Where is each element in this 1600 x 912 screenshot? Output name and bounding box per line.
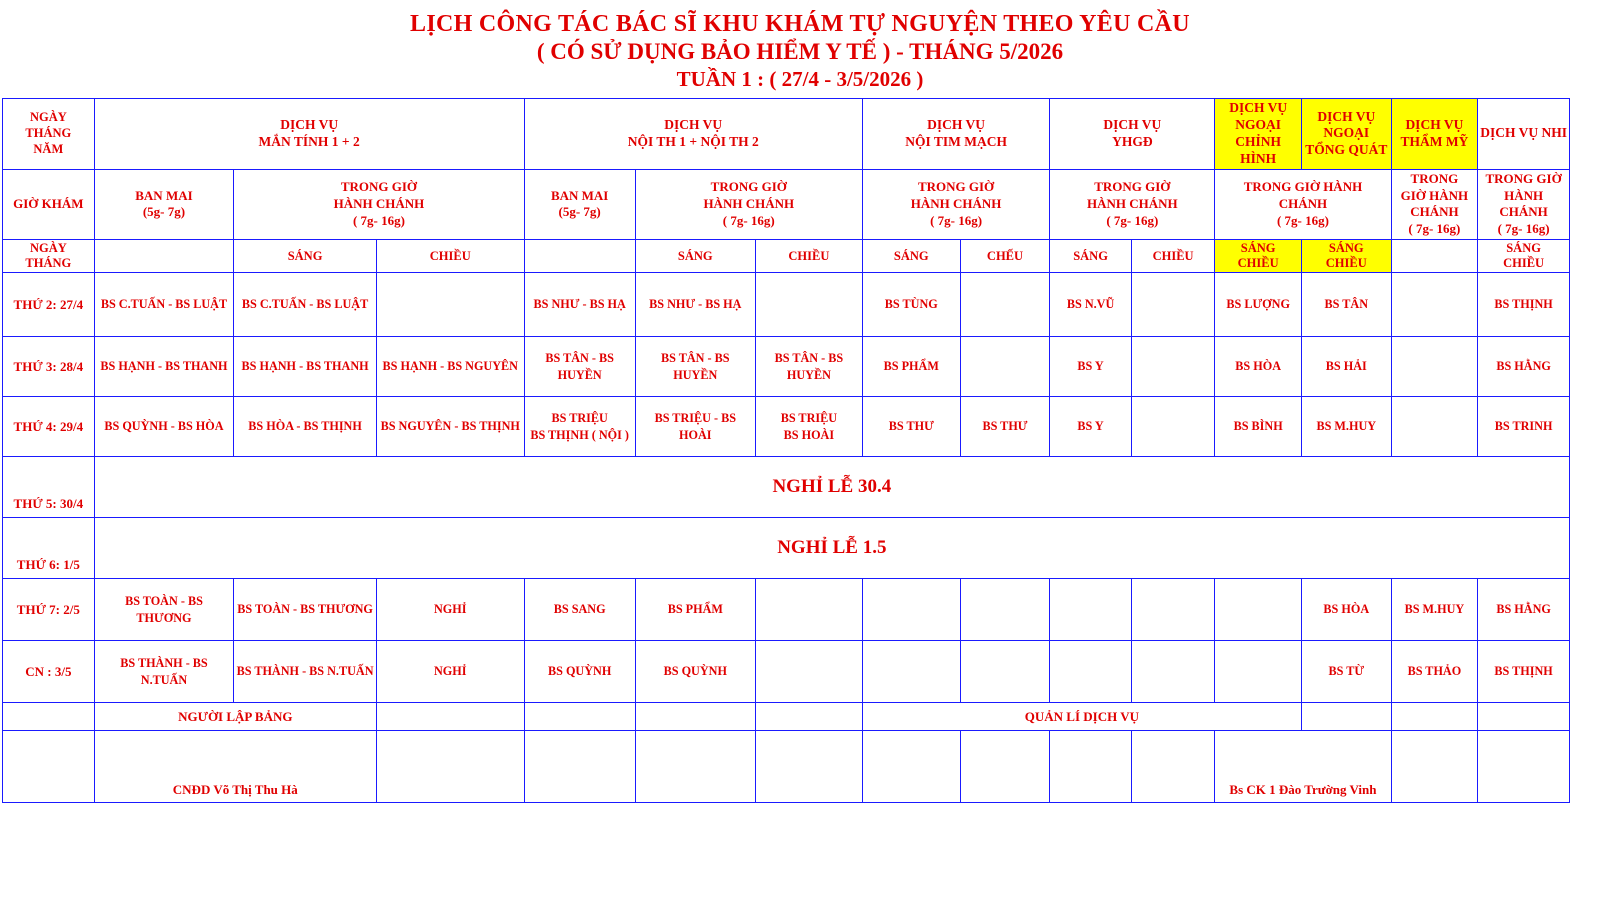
header-corner-day-month [3,240,95,273]
session-line: SÁNG [1506,241,1541,256]
session-col-11 [1215,240,1302,273]
shift-line: TRONG GIỜ HÀNH [1243,179,1363,195]
footer-name-blank-5 [755,731,862,803]
cell-r6-c5 [755,641,862,703]
group-sub: NỘI TIM MẠCH [905,133,1007,149]
cell-r0-c13: BS THỊNH [1478,273,1570,337]
cell-r6-c3: BS QUỲNH [524,641,635,703]
cell-r1-c3: BS TÂN - BS HUYỀN [524,337,635,397]
shift-hanh-chanh-5 [1215,169,1391,240]
corner-line-2: THÁNG [25,126,72,141]
page-title [0,0,1600,92]
shift-line: CHÁNH [1410,204,1459,220]
cell-r5-c5 [755,579,862,641]
footer-name-blank-7 [960,731,1050,803]
shift-line: TRONG [1410,170,1459,186]
footer-name-blank-6 [862,731,960,803]
table-row [3,337,1570,397]
shift-hanh-chanh-1 [234,169,524,240]
cell-r5-c1: BS TOÀN - BS THƯƠNG [234,579,377,641]
cell-r6-c12: BS THẢO [1391,641,1478,703]
shift-line: HÀNH CHÁNH [333,195,425,211]
shift-line: BAN MAI [550,187,609,203]
corner-line: NGÀY [29,241,67,256]
session-col-12 [1301,240,1391,273]
cell-r1-c7 [960,337,1050,397]
cell-r0-c11: BS TÂN [1301,273,1391,337]
footer-title-row [3,703,1570,731]
cell-r0-c4: BS NHƯ - BS HẠ [635,273,755,337]
row-day-label: THỨ 7: 2/5 [3,579,95,641]
session-line: SÁNG [1328,241,1364,256]
holiday-cell-30-4: NGHỈ LỄ 30.4 [94,457,1569,518]
footer-blank-1 [3,703,95,731]
cell-r0-c7 [960,273,1050,337]
footer-blank-8 [1478,703,1570,731]
group-header-nhi: DỊCH VỤ NHI [1478,99,1570,170]
footer-left-title: NGƯỜI LẬP BẢNG [94,703,376,731]
footer-name-blank-3 [524,731,635,803]
shift-line: ( 7g- 16g) [722,212,775,228]
cell-r1-c11: BS HẢI [1301,337,1391,397]
cell-r5-c4: BS PHẨM [635,579,755,641]
session-col-4 [524,240,635,273]
shift-line: TRONG GIỜ [340,179,418,195]
group-sub: NỘI TH 1 + NỘI TH 2 [627,133,759,149]
cell-r6-c0: BS THÀNH - BS N.TUẤN [94,641,234,703]
cell-r0-c2 [376,273,524,337]
shift-line: ( 7g- 16g) [930,212,983,228]
cell-r0-c12 [1391,273,1478,337]
footer-name-blank-9 [1131,731,1215,803]
session-col-13 [1391,240,1478,273]
cell-r1-c4: BS TÂN - BS HUYỀN [635,337,755,397]
shift-line: TRONG GIỜ [1485,170,1562,186]
cell-r1-c13: BS HẰNG [1478,337,1570,397]
cell-r6-c13: BS THỊNH [1478,641,1570,703]
cell-r1-c6: BS PHẨM [862,337,960,397]
shift-line: GIỜ HÀNH [1400,187,1469,203]
shift-line: HÀNH [1504,187,1544,203]
cell-line: BS THỊNH ( NỘI ) [530,427,629,442]
shift-line: CHÁNH [1499,204,1548,220]
shift-line: (5g- 7g) [142,204,186,220]
cell-r1-c12 [1391,337,1478,397]
session-col-9: SÁNG [1050,240,1132,273]
footer-right-name: Bs CK 1 Đào Trường Vinh [1215,731,1391,803]
cell-r0-c9 [1131,273,1215,337]
cell-r0-c3: BS NHƯ - BS HẠ [524,273,635,337]
session-col-2: SÁNG [234,240,377,273]
footer-right-title: QUẢN LÍ DỊCH VỤ [862,703,1301,731]
group-header-tham-my: DỊCH VỤ THẨM MỸ [1391,99,1478,170]
cell-r0-c8: BS N.VŨ [1050,273,1132,337]
shift-line: ( 7g- 16g) [352,212,405,228]
table-row [3,579,1570,641]
header-corner-date [3,99,95,170]
header-row-groups [3,99,1570,170]
shift-line: ( 7g- 16g) [1408,221,1461,237]
footer-name-blank-1 [3,731,95,803]
cell-r2-c7: BS THƯ [960,397,1050,457]
cell-line: BS HOÀI [783,427,835,442]
cell-r2-c5 [755,397,862,457]
cell-r6-c1: BS THÀNH - BS N.TUẤN [234,641,377,703]
shift-hanh-chanh-6 [1391,169,1478,240]
footer-left-name: CNĐD Võ Thị Thu Hà [94,731,376,803]
corner-line-3: NĂM [33,141,64,156]
cell-r2-c4: BS TRIỆU - BS HOÀI [635,397,755,457]
session-col-6: CHIỀU [755,240,862,273]
group-header-yhgd [1050,99,1215,170]
holiday-cell-1-5: NGHỈ LỄ 1.5 [94,518,1569,579]
row-day-label: THỨ 6: 1/5 [3,518,95,579]
header-gio-kham: GIỜ KHÁM [3,169,95,240]
shift-line: ( 7g- 16g) [1276,212,1329,228]
table-body [3,273,1570,803]
cell-r5-c3: BS SANG [524,579,635,641]
footer-blank-7 [1391,703,1478,731]
group-header-noi-tim-mach [862,99,1049,170]
cell-r5-c13: BS HẰNG [1478,579,1570,641]
corner-line-1: NGÀY [29,110,67,125]
shift-line: ( 7g- 16g) [1497,221,1550,237]
group-header-ngoai-chinh-hinh: DỊCH VỤ NGOẠI CHỈNH HÌNH [1215,99,1302,170]
shift-hanh-chanh-3 [862,169,1049,240]
row-day-label: CN : 3/5 [3,641,95,703]
cell-r5-c6 [862,579,960,641]
session-line: CHIỀU [1237,256,1279,271]
table-head [3,99,1570,273]
cell-r2-c13: BS TRINH [1478,397,1570,457]
session-col-5: SÁNG [635,240,755,273]
footer-name-blank-10 [1391,731,1478,803]
cell-r2-c12 [1391,397,1478,457]
cell-r2-c1: BS HÒA - BS THỊNH [234,397,377,457]
footer-name-blank-11 [1478,731,1570,803]
shift-line: TRONG GIỜ [1094,179,1171,195]
shift-hanh-chanh-7 [1478,169,1570,240]
shift-line: TRONG GIỜ [917,179,995,195]
title-line-1: LỊCH CÔNG TÁC BÁC SĨ KHU KHÁM TỰ NGUYỆN THEO YÊU CẦU [410,11,1190,37]
shift-ban-mai-2 [524,169,635,240]
cell-r5-c0: BS TOÀN - BS THƯƠNG [94,579,234,641]
cell-r2-c3 [524,397,635,457]
row-day-label: THỨ 2: 27/4 [3,273,95,337]
cell-r6-c4: BS QUỲNH [635,641,755,703]
cell-r6-c2: NGHỈ [376,641,524,703]
table-row-holiday [3,518,1570,579]
session-line: SÁNG [1240,241,1276,256]
cell-r6-c8 [1050,641,1132,703]
cell-r5-c10 [1215,579,1302,641]
session-line: CHIỀU [1325,256,1367,271]
group-header-noi-th [524,99,862,170]
header-row-sessions [3,240,1570,273]
cell-r0-c0: BS C.TUẤN - BS LUẬT [94,273,234,337]
table-row [3,273,1570,337]
schedule-table [2,98,1570,803]
footer-name-blank-2 [376,731,524,803]
title-line-2: ( CÓ SỬ DỤNG BẢO HIỂM Y TẾ ) - THÁNG 5/2026 [536,39,1064,65]
cell-r2-c8: BS Y [1050,397,1132,457]
cell-r6-c7 [960,641,1050,703]
shift-line: HÀNH CHÁNH [703,195,795,211]
cell-r1-c1: BS HẠNH - BS THANH [234,337,377,397]
cell-r0-c1: BS C.TUẤN - BS LUẬT [234,273,377,337]
cell-r5-c9 [1131,579,1215,641]
row-day-label: THỨ 4: 29/4 [3,397,95,457]
footer-blank-5 [755,703,862,731]
group-sub: YHGĐ [1112,133,1153,149]
row-day-label: THỨ 5: 30/4 [3,457,95,518]
session-col-3: CHIỀU [376,240,524,273]
table-row [3,397,1570,457]
header-row-shifts [3,169,1570,240]
cell-r0-c6: BS TÙNG [862,273,960,337]
session-col-8: CHẾU [960,240,1050,273]
shift-line: HÀNH CHÁNH [910,195,1002,211]
session-col-1 [94,240,234,273]
row-day-label: THỨ 3: 28/4 [3,337,95,397]
cell-r1-c0: BS HẠNH - BS THANH [94,337,234,397]
footer-blank-3 [524,703,635,731]
cell-r5-c11: BS HÒA [1301,579,1391,641]
cell-r2-c11: BS M.HUY [1301,397,1391,457]
cell-r1-c2: BS HẠNH - BS NGUYÊN [376,337,524,397]
shift-line: (5g- 7g) [558,204,601,220]
footer-blank-6 [1301,703,1391,731]
session-col-14 [1478,240,1570,273]
cell-r5-c8 [1050,579,1132,641]
corner-line: THÁNG [25,256,72,271]
shift-ban-mai-1 [94,169,234,240]
cell-r6-c9 [1131,641,1215,703]
footer-blank-4 [635,703,755,731]
shift-line: BAN MAI [135,187,193,203]
shift-line: HÀNH CHÁNH [1087,195,1178,211]
group-header-man-tinh [94,99,524,170]
session-col-7: SÁNG [862,240,960,273]
cell-r5-c2: NGHỈ [376,579,524,641]
cell-r6-c10 [1215,641,1302,703]
group-name: DỊCH VỤ [927,117,986,133]
cell-r2-c10: BS BÌNH [1215,397,1302,457]
cell-line: BS TRIỆU [780,411,838,426]
table-row [3,641,1570,703]
session-col-10: CHIỀU [1131,240,1215,273]
cell-r2-c9 [1131,397,1215,457]
cell-r1-c10: BS HÒA [1215,337,1302,397]
cell-line: BS TRIỆU [551,411,608,426]
shift-line: TRONG GIỜ [710,179,787,195]
cell-r0-c5 [755,273,862,337]
cell-r1-c5: BS TÂN - BS HUYỀN [755,337,862,397]
cell-r1-c9 [1131,337,1215,397]
cell-r0-c10: BS LƯỢNG [1215,273,1302,337]
group-name: DỊCH VỤ [1103,117,1162,133]
footer-name-blank-8 [1050,731,1132,803]
group-sub: MẮN TÍNH 1 + 2 [258,133,360,149]
title-line-3: TUẦN 1 : ( 27/4 - 3/5/2026 ) [676,66,924,91]
footer-blank-2 [376,703,524,731]
shift-line: ( 7g- 16g) [1106,212,1159,228]
cell-r6-c6 [862,641,960,703]
cell-r2-c0: BS QUỲNH - BS HÒA [94,397,234,457]
cell-r2-c2: BS NGUYÊN - BS THỊNH [376,397,524,457]
session-line: CHIỀU [1503,256,1545,271]
group-name: DỊCH VỤ [280,117,339,133]
shift-line: CHÁNH [1278,195,1328,211]
footer-name-blank-4 [635,731,755,803]
cell-r6-c11: BS TỪ [1301,641,1391,703]
cell-r5-c7 [960,579,1050,641]
group-header-ngoai-tong-quat: DỊCH VỤ NGOẠI TỔNG QUÁT [1301,99,1391,170]
group-name: DỊCH VỤ [664,117,723,133]
table-row-holiday [3,457,1570,518]
shift-hanh-chanh-2 [635,169,862,240]
cell-r2-c6: BS THƯ [862,397,960,457]
shift-hanh-chanh-4 [1050,169,1215,240]
cell-r1-c8: BS Y [1050,337,1132,397]
cell-r5-c12: BS M.HUY [1391,579,1478,641]
footer-name-row [3,731,1570,803]
